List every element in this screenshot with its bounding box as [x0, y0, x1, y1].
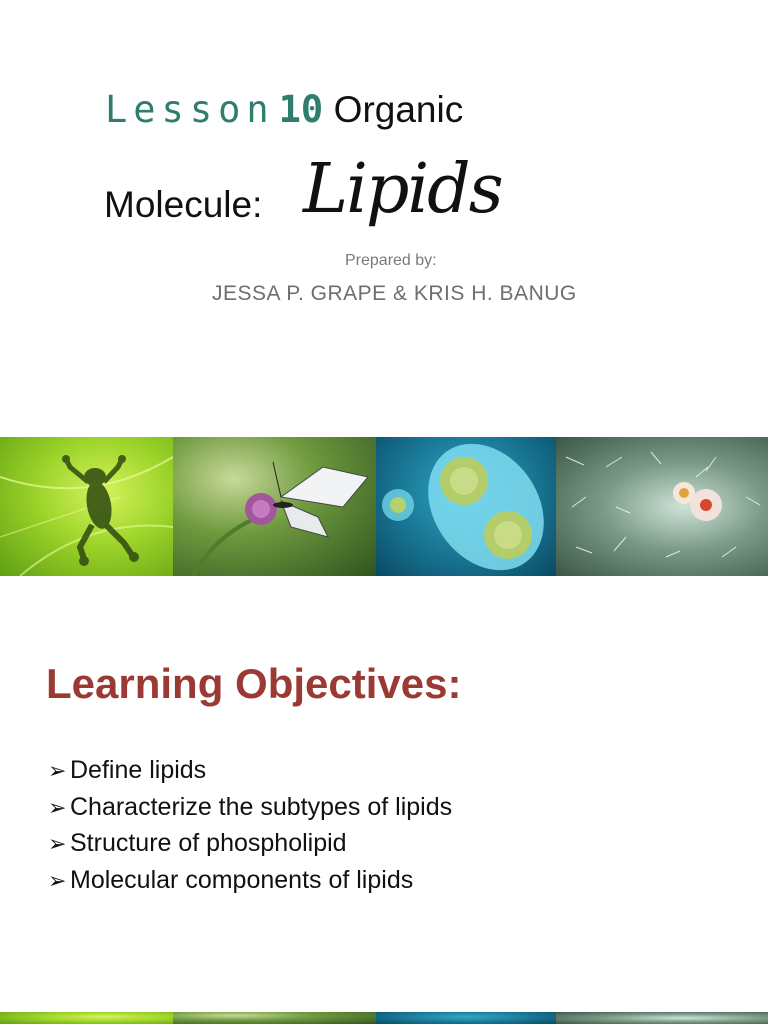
- arrow-bullet-icon: ➢: [48, 867, 67, 893]
- title-line-2: [104, 184, 262, 226]
- learning-objectives-title: Learning Objectives:: [46, 660, 462, 707]
- cell-image: [376, 437, 556, 576]
- frog-image-partial: [0, 1012, 173, 1024]
- bottom-image-strip: [0, 1012, 768, 1024]
- frog-image: [0, 437, 173, 576]
- organic-word: Organic: [333, 89, 464, 130]
- objective-text: Structure of phospholipid: [70, 829, 347, 857]
- lesson-number: 10: [278, 88, 324, 131]
- butterfly-image: [173, 437, 376, 576]
- objective-item: [48, 825, 452, 862]
- objective-text: Define lipids: [70, 756, 207, 784]
- objective-text: Molecular components of lipids: [70, 865, 414, 894]
- arrow-bullet-icon: ➢: [48, 794, 67, 820]
- lesson-word: Lesson: [105, 88, 275, 131]
- title-line-1: [105, 88, 463, 131]
- arrow-bullet-icon: ➢: [48, 758, 67, 783]
- butterfly-image-partial: [173, 1012, 376, 1024]
- objective-item: [48, 789, 452, 826]
- prepared-by-label: Prepared by:: [345, 252, 437, 269]
- cactus-image-partial: [556, 1012, 768, 1024]
- objective-text: Characterize the subtypes of lipids: [70, 792, 453, 821]
- molecule-word: Molecule:: [104, 184, 263, 225]
- cell-image-partial: [376, 1012, 556, 1024]
- authors: JESSA P. GRAPE & KRIS H. BANUG: [212, 282, 577, 305]
- image-strip: [0, 437, 768, 576]
- arrow-bullet-icon: ➢: [48, 831, 67, 856]
- objectives-list: [48, 752, 452, 898]
- objective-item: [48, 862, 452, 899]
- lipids-script-title: Lipids: [303, 150, 502, 229]
- cactus-image: [556, 437, 768, 576]
- objective-item: [48, 752, 452, 789]
